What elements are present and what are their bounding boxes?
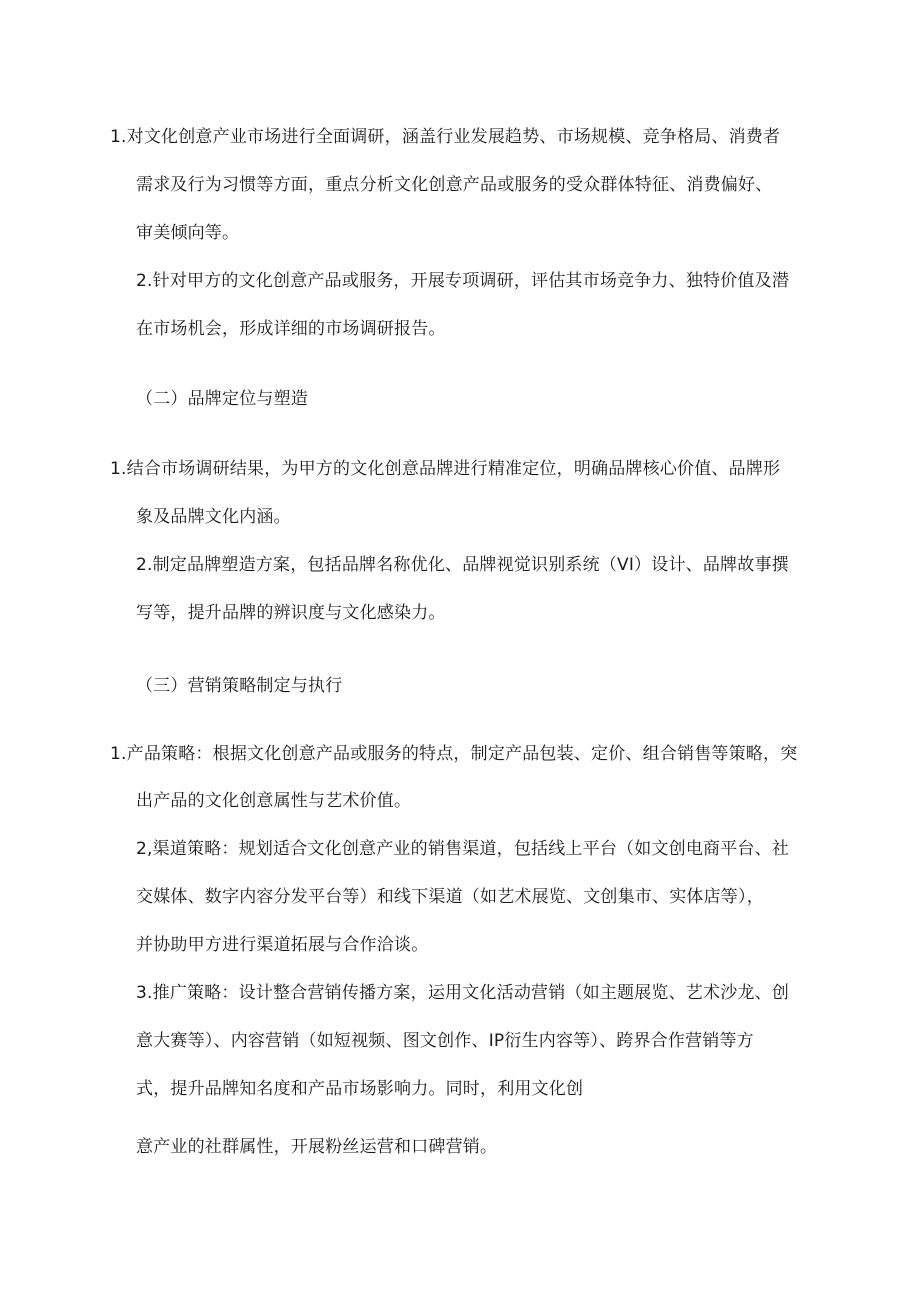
s1-item2-line2: 在市场机会，形成详细的市场调研报告。 bbox=[136, 319, 446, 339]
s3-item2-line3: 并协助甲方进行渠道拓展与合作洽谈。 bbox=[136, 935, 429, 955]
s3-item3-line2: 意大赛等）、内容营销（如短视频、图文创作、IP衍生内容等）、跨界合作营销等方 bbox=[136, 1031, 754, 1051]
s2-item2-line2: 写等，提升品牌的辨识度与文化感染力。 bbox=[136, 603, 446, 623]
s2-item2-line1: 2.制定品牌塑造方案，包括品牌名称优化、品牌视觉识别系统（VI）设计、品牌故事撰 bbox=[136, 555, 789, 575]
s1-item1-line2: 需求及行为习惯等方面，重点分析文化创意产品或服务的受众群体特征、消费偏好、 bbox=[136, 175, 773, 195]
section3-heading: （三）营销策略制定与执行 bbox=[136, 676, 343, 696]
s3-item2-line1: 2,渠道策略：规划适合文化创意产业的销售渠道，包括线上平台（如文创电商平台、社 bbox=[136, 839, 790, 859]
section2-heading: （二）品牌定位与塑造 bbox=[136, 389, 308, 409]
s3-item1-line1: 1.产品策略：根据文化创意产品或服务的特点，制定产品包装、定价、组合销售等策略，突 bbox=[110, 744, 798, 764]
s2-item1-line1: 1.结合市场调研结果，为甲方的文化创意品牌进行精准定位，明确品牌核心价值、品牌形 bbox=[110, 459, 781, 479]
s3-item3-line1: 3.推广策略：设计整合营销传播方案，运用文化活动营销（如主题展览、艺术沙龙、创 bbox=[136, 983, 790, 1003]
s3-item2-line2: 交媒体、数字内容分发平台等）和线下渠道（如艺术展览、文创集市、实体店等）， bbox=[136, 887, 764, 907]
s1-item1-line3: 审美倾向等。 bbox=[136, 223, 240, 243]
s3-item1-line2: 出产品的文化创意属性与艺术价值。 bbox=[136, 791, 412, 811]
s3-item3-line4: 意产业的社群属性，开展粉丝运营和口碑营销。 bbox=[136, 1137, 498, 1157]
s2-item1-line2: 象及品牌文化内涵。 bbox=[136, 507, 291, 527]
s1-item2-line1: 2.针对甲方的文化创意产品或服务，开展专项调研，评估其市场竞争力、独特价值及潜 bbox=[136, 271, 790, 291]
s1-item1-line1: 1.对文化创意产业市场进行全面调研，涵盖行业发展趋势、市场规模、竞争格局、消费者 bbox=[110, 127, 781, 147]
s3-item3-line3: 式，提升品牌知名度和产品市场影响力。同时，利用文化创 bbox=[136, 1079, 584, 1099]
